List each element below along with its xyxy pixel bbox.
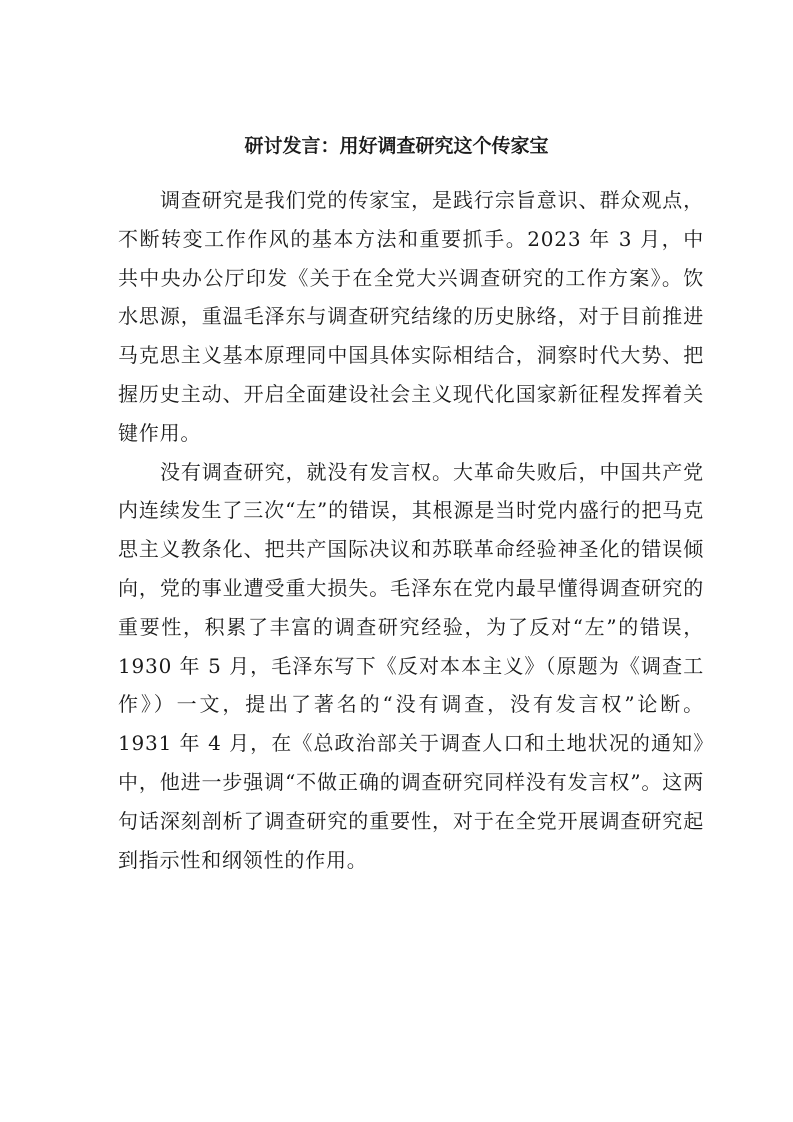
paragraph-2: 没有调查研究，就没有发言权。大革命失败后，中国共产党内连续发生了三次“左”的错误，其根源是当时党内盛行的把马克思主义教条化、把共产国际决议和苏联革命经验神圣化的错误倾向，党的事业遭受重大损失。毛泽东在党内最早懂得调查研究的重要性，积累了丰富的调查研究经验，为了反对“左”的错误，1930 年 5 月，毛泽东写下《反对本本主义》（原题为《调查工作》）一文，提出了著名的“没有调查，没有发言权”论断。1931 年 4 月，在《总政治部关于调查人口和土地状况的通知》中，他进一步强调“不做正确的调查研究同样没有发言权”。这两句话深刻剖析了调查研究的重要性，对于在全党开展调查研究起到指示性和纲领性的作用。 [118,459,704,872]
document-title: 研讨发言：用好调查研究这个传家宝 [244,135,549,157]
document-body [118,181,704,879]
paragraph-1: 调查研究是我们党的传家宝，是践行宗旨意识、群众观点，不断转变工作作风的基本方法和重要抓手。2023 年 3 月，中共中央办公厅印发《关于在全党大兴调查研究的工作方案》。饮水思源，重温毛泽东与调查研究结缘的历史脉络，对于目前推进马克思主义基本原理同中国具体实际相结合，洞察时代大势、把握历史主动、开启全面建设社会主义现代化国家新征程发挥着关键作用。 [118,188,704,445]
